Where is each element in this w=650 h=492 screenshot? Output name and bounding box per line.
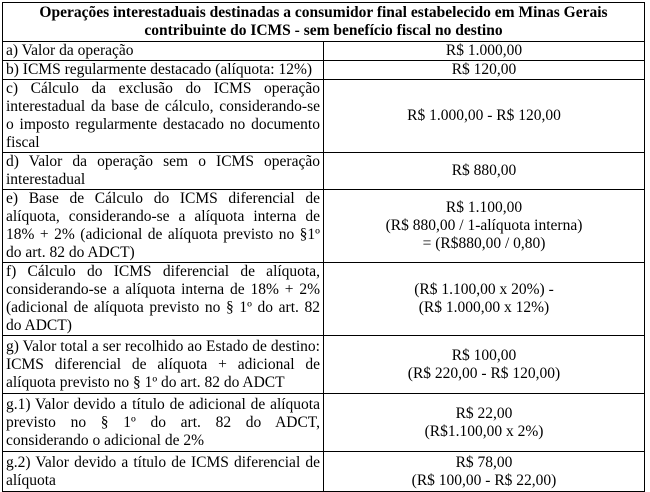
row-label: e) Base de Cálculo do ICMS diferencial de alíquota, considerando-se a alíquota interna de 18% + 2% (adicional de alíquota previsto no §1º do art. 82 do ADCT): [3, 190, 324, 263]
table-row: [3, 61, 645, 80]
row-value-line: R$ 880,00: [451, 162, 517, 179]
row-value: [324, 42, 645, 61]
row-value-line: R$ 120,00: [451, 61, 517, 78]
row-value: [324, 190, 645, 263]
row-label: g.2) Valor devido a título de ICMS diferencial de alíquota: [3, 452, 324, 492]
row-value: [324, 394, 645, 452]
row-label: a) Valor da operação: [3, 42, 324, 61]
table-title: [3, 3, 645, 42]
row-label: g.1) Valor devido a título de adicional de alíquota previsto no § 1º do art. 82 do ADCT, considerando o adicional de 2%: [3, 394, 324, 452]
row-value-line: R$ 22,00: [455, 404, 513, 422]
row-label: c) Cálculo da exclusão do ICMS operação interestadual da base de cálculo, considerando-se o imposto regularmente destacado no documento fiscal: [3, 80, 324, 153]
table-row: [3, 42, 645, 61]
row-value-line: R$ 1.000,00 - R$ 120,00: [407, 107, 561, 124]
row-value: [324, 153, 645, 190]
row-value-line: R$ 100,00: [451, 346, 517, 364]
row-value: [324, 336, 645, 394]
row-label: d) Valor da operação sem o ICMS operação interestadual: [3, 153, 324, 190]
row-label: g) Valor total a ser recolhido ao Estado de destino: ICMS diferencial de alíquota + adicional de alíquota previsto no § 1º do art. 82 do ADCT: [3, 336, 324, 394]
table-row: [3, 153, 645, 190]
table-row: [3, 80, 645, 153]
row-value-line: (R$ 1.100,00 x 20%) -: [414, 281, 554, 298]
row-value-line: (R$ 220,00 - R$ 120,00): [407, 364, 561, 382]
row-value-line: R$ 1.000,00: [445, 42, 523, 59]
row-value: [324, 80, 645, 153]
icms-calculation-table: [2, 2, 645, 492]
table-title-line-2: contribuinte do ICMS - sem benefício fiscal no destino: [144, 22, 503, 39]
table-row: [3, 336, 645, 394]
table-body: [3, 42, 645, 492]
row-value-line: (R$ 100,00 - R$ 22,00): [411, 471, 557, 489]
table-header-row: [3, 3, 645, 42]
table-row: [3, 190, 645, 263]
row-label: b) ICMS regularmente destacado (alíquota: 12%): [3, 61, 324, 80]
table-row: [3, 263, 645, 336]
row-value-line: R$ 78,00: [455, 453, 513, 471]
row-value-line: R$ 1.100,00: [445, 199, 523, 216]
row-value-line: (R$1.100,00 x 2%): [424, 422, 544, 440]
row-value: [324, 61, 645, 80]
table-row: [3, 452, 645, 492]
row-value-line: (R$ 1.000,00 x 12%): [418, 299, 550, 316]
row-value-line: (R$ 880,00 / 1-alíquota interna): [385, 217, 583, 234]
row-value: [324, 452, 645, 492]
row-value-line: = (R$880,00 / 0,80): [422, 235, 546, 252]
row-value: [324, 263, 645, 336]
table-title-line-1: Operações interestaduais destinadas a consumidor final estabelecido em Minas Gerais: [39, 4, 608, 21]
table-row: [3, 394, 645, 452]
row-label: f) Cálculo do ICMS diferencial de alíquota, considerando-se a alíquota interna de 18% + 2% (adicional de alíquota previsto no § 1º do art. 82 do ADCT): [3, 263, 324, 336]
